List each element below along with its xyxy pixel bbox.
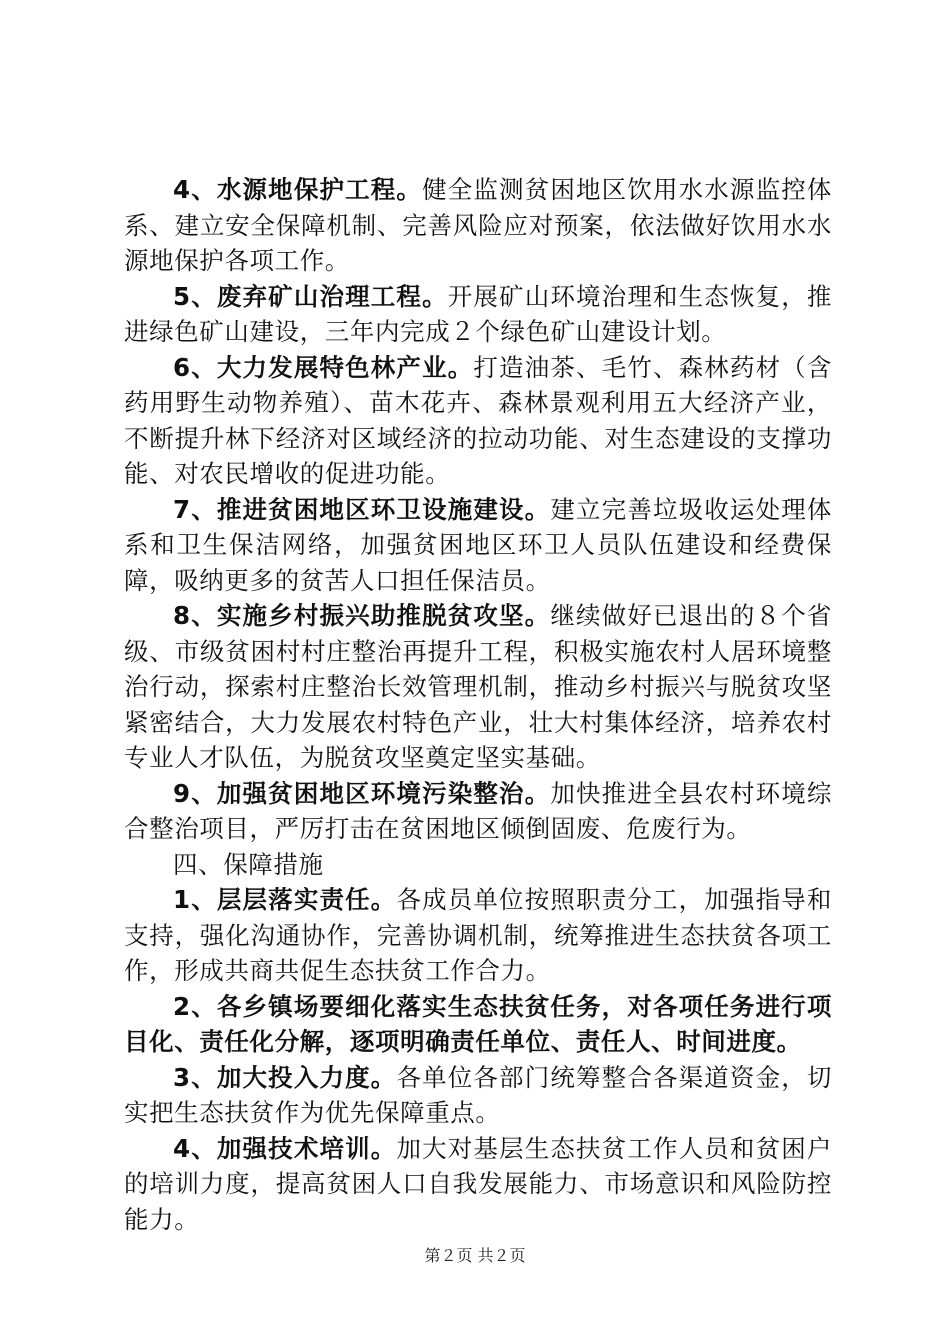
paragraph-pollution-control <box>124 776 832 847</box>
paragraph-sanitation <box>124 492 832 599</box>
paragraph-heading: 4、加强技术培训。 <box>173 1133 397 1163</box>
paragraph-heading: 3、加大投入力度。 <box>173 1062 397 1092</box>
paragraph-text: 加快推进全县农村环境综合整治项目，严厉打击在贫困地区倾倒固废、危废行为。 <box>124 778 832 843</box>
section-heading-safeguards <box>124 847 832 883</box>
paragraph-text: 打造油茶、毛竹、森林药材（含药用野生动物养殖）、苗木花卉、森林景观利用五大经济产业，不断提升林下经济对区域经济的拉动功能、对生态建设的支撑功能、对农民增收的促进功能。 <box>124 352 833 488</box>
paragraph-text: 建立完善垃圾收运处理体系和卫生保洁网络，加强贫困地区环卫人员队伍建设和经费保障，吸纳更多的贫苦人口担任保洁员。 <box>124 494 832 595</box>
paragraph-mine-restoration <box>124 279 832 350</box>
paragraph-text: 开展矿山环境治理和生态恢复，推进绿色矿山建设，三年内完成２个绿色矿山建设计划。 <box>124 281 833 346</box>
section-title: 四、保障措施 <box>173 849 324 879</box>
paragraph-heading: 8、实施乡村振兴助推脱贫攻坚。 <box>173 601 551 630</box>
paragraph-investment <box>124 1060 832 1131</box>
paragraph-text: 各成员单位按照职责分工，加强指导和支持，强化沟通协作，完善协调机制，统筹推进生态扶贫各项工作，形成共商共促生态扶贫工作合力。 <box>124 885 832 985</box>
paragraph-heading: 9、加强贫困地区环境污染整治。 <box>173 778 551 808</box>
paragraph-training <box>124 1131 832 1238</box>
page-number-footer: 第２页 共２页 <box>424 1246 526 1265</box>
paragraph-heading: 5、废弃矿山治理工程。 <box>173 281 448 311</box>
paragraph-task-breakdown <box>124 989 832 1060</box>
paragraph-rural-revitalization <box>124 598 832 776</box>
document-body <box>124 172 832 1237</box>
paragraph-heading: 1、层层落实责任。 <box>173 885 397 914</box>
paragraph-heading: 2、各乡镇场要细化落实生态扶贫任务，对各项任务进行项目化、责任化分解，逐项明确责任单位、责任人、时间进度。 <box>124 991 832 1056</box>
paragraph-text: 继续做好已退出的８个省级、市级贫困村村庄整治再提升工程，积极实施农村人居环境整治行动，探索村庄整治长效管理机制，推动乡村振兴与脱贫攻坚紧密结合，大力发展农村特色产业，壮大村集体经济，培养农村专业人才队伍，为脱贫攻坚奠定坚实基础。 <box>124 601 832 772</box>
paragraph-heading: 4、水源地保护工程。 <box>173 175 423 204</box>
paragraph-forest-industry <box>124 350 832 492</box>
paragraph-responsibility <box>124 882 832 989</box>
paragraph-water-source <box>124 172 832 279</box>
paragraph-text: 各单位各部门统筹整合各渠道资金，切实把生态扶贫作为优先保障重点。 <box>124 1062 832 1127</box>
paragraph-text: 加大对基层生态扶贫工作人员和贫困户的培训力度，提高贫困人口自我发展能力、市场意识和风险防控能力。 <box>124 1133 832 1234</box>
paragraph-heading: 7、推进贫困地区环卫设施建设。 <box>173 494 551 524</box>
paragraph-text: 健全监测贫困地区饮用水水源监控体系、建立安全保障机制、完善风险应对预案，依法做好饮用水水源地保护各项工作。 <box>124 175 832 275</box>
paragraph-heading: 6、大力发展特色林产业。 <box>173 352 474 382</box>
